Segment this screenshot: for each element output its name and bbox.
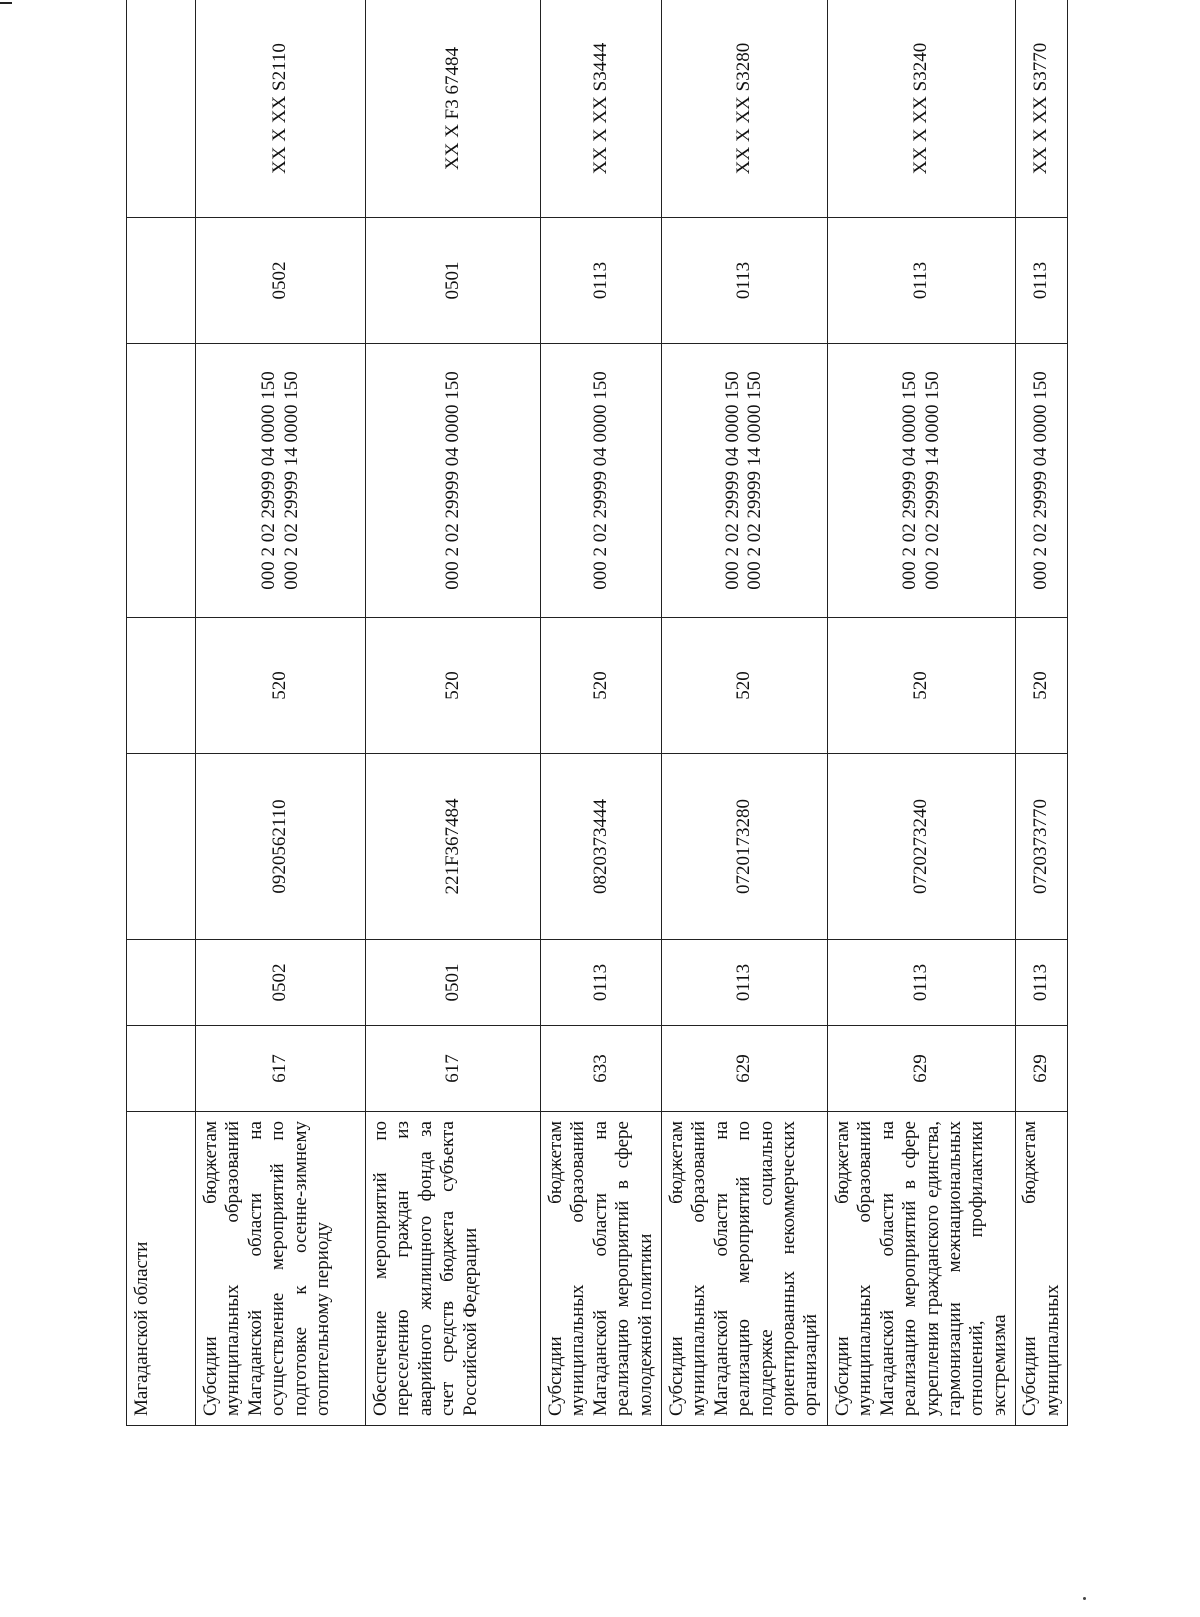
income-code: 000 2 02 29999 04 0000 150 (258, 371, 280, 590)
income-code: 000 2 02 29999 14 0000 150 (280, 371, 302, 590)
table-row (541, 0, 662, 1426)
expense-type-cell: 520 (662, 618, 828, 754)
target-code-cell: XX X XX S2110 (196, 0, 366, 218)
table-row (1016, 0, 1068, 1426)
subsection-cell: 0502 (196, 218, 366, 344)
subsection-cell: 0113 (827, 218, 1015, 344)
scan-edge-mark (0, 2, 12, 4)
header-empty-cell (127, 0, 196, 218)
target-code-cell: XX X XX S3444 (541, 0, 662, 218)
income-codes-cell (827, 344, 1015, 618)
income-code: 000 2 02 29999 14 0000 150 (921, 371, 943, 590)
income-code: 000 2 02 29999 14 0000 150 (744, 371, 766, 590)
header-empty-cell (127, 344, 196, 618)
admin-code-cell: 629 (827, 1026, 1015, 1112)
target-code-cell: XX X F3 67484 (366, 0, 541, 218)
description-cell: Субсидии бюджетам муниципальных образований Магаданской области на осуществление мероприятий по подготовке к осенне-зимнему отопительному периоду (196, 1112, 366, 1426)
header-empty-cell (127, 1026, 196, 1112)
admin-code-cell: 629 (662, 1026, 828, 1112)
subsection-cell: 0501 (366, 218, 541, 344)
header-empty-cell (127, 218, 196, 344)
table-row (827, 0, 1015, 1426)
header-empty-cell (127, 618, 196, 754)
expense-type-cell: 520 (196, 618, 366, 754)
income-codes-cell (196, 344, 366, 618)
subsidy-table (126, 0, 1068, 1426)
expense-type-cell: 520 (541, 618, 662, 754)
admin-code-cell: 633 (541, 1026, 662, 1112)
income-codes-cell (541, 344, 662, 618)
table-row-header (127, 0, 196, 1426)
target-article-cell: 0720273240 (827, 754, 1015, 940)
expense-type-cell: 520 (366, 618, 541, 754)
description-cell: Субсидии бюджетам муниципальных образований Магаданской области на реализацию мероприятий в сфере молодежной политики (541, 1112, 662, 1426)
target-article-cell: 0820373444 (541, 754, 662, 940)
subsection-cell: 0113 (541, 218, 662, 344)
subsection-cell: 0113 (662, 218, 828, 344)
income-codes-cell (662, 344, 828, 618)
description-cell: Субсидии бюджетам муниципальных образований Магаданской области на реализацию мероприятий по поддержке социально ориентированных некоммерческих организаций (662, 1112, 828, 1426)
income-code: 000 2 02 29999 04 0000 150 (722, 371, 744, 590)
income-code: 000 2 02 29999 04 0000 150 (1030, 371, 1052, 590)
income-codes-cell (366, 344, 541, 618)
table-row (196, 0, 366, 1426)
admin-code-cell: 629 (1016, 1026, 1068, 1112)
admin-code-cell: 617 (366, 1026, 541, 1112)
target-code-cell: XX X XX S3280 (662, 0, 828, 218)
description-cell: Обеспечение мероприятий по переселению граждан из аварийного жилищного фонда за счет средств бюджета субъекта Российской Федерации (366, 1112, 541, 1426)
target-article-cell: 0720173280 (662, 754, 828, 940)
header-description-cell: Магаданской области (127, 1112, 196, 1426)
target-article-cell: 221F367484 (366, 754, 541, 940)
income-code: 000 2 02 29999 04 0000 150 (441, 371, 463, 590)
expense-type-cell: 520 (827, 618, 1015, 754)
admin-code-cell: 617 (196, 1026, 366, 1112)
description-cell: Субсидии бюджетам муниципальных (1016, 1112, 1068, 1426)
section-code-cell: 0113 (662, 940, 828, 1026)
section-code-cell: 0502 (196, 940, 366, 1026)
section-code-cell: 0113 (541, 940, 662, 1026)
income-codes-cell (1016, 344, 1068, 618)
income-code: 000 2 02 29999 04 0000 150 (899, 371, 921, 590)
expense-type-cell: 520 (1016, 618, 1068, 754)
table-row (366, 0, 541, 1426)
table-row (662, 0, 828, 1426)
target-code-cell: XX X XX S3240 (827, 0, 1015, 218)
scan-speck (1083, 1597, 1086, 1600)
target-article-cell: 0920562110 (196, 754, 366, 940)
section-code-cell: 0501 (366, 940, 541, 1026)
target-article-cell: 0720373770 (1016, 754, 1068, 940)
description-cell: Субсидии бюджетам муниципальных образований Магаданской области на реализацию мероприятий в сфере укрепления гражданского единства, гармонизации межнациональных отношений, профилактики экстремизма (827, 1112, 1015, 1426)
header-empty-cell (127, 940, 196, 1026)
subsection-cell: 0113 (1016, 218, 1068, 344)
section-code-cell: 0113 (827, 940, 1015, 1026)
header-empty-cell (127, 754, 196, 940)
target-code-cell: XX X XX S3770 (1016, 0, 1068, 218)
section-code-cell: 0113 (1016, 940, 1068, 1026)
income-code: 000 2 02 29999 04 0000 150 (589, 371, 611, 590)
